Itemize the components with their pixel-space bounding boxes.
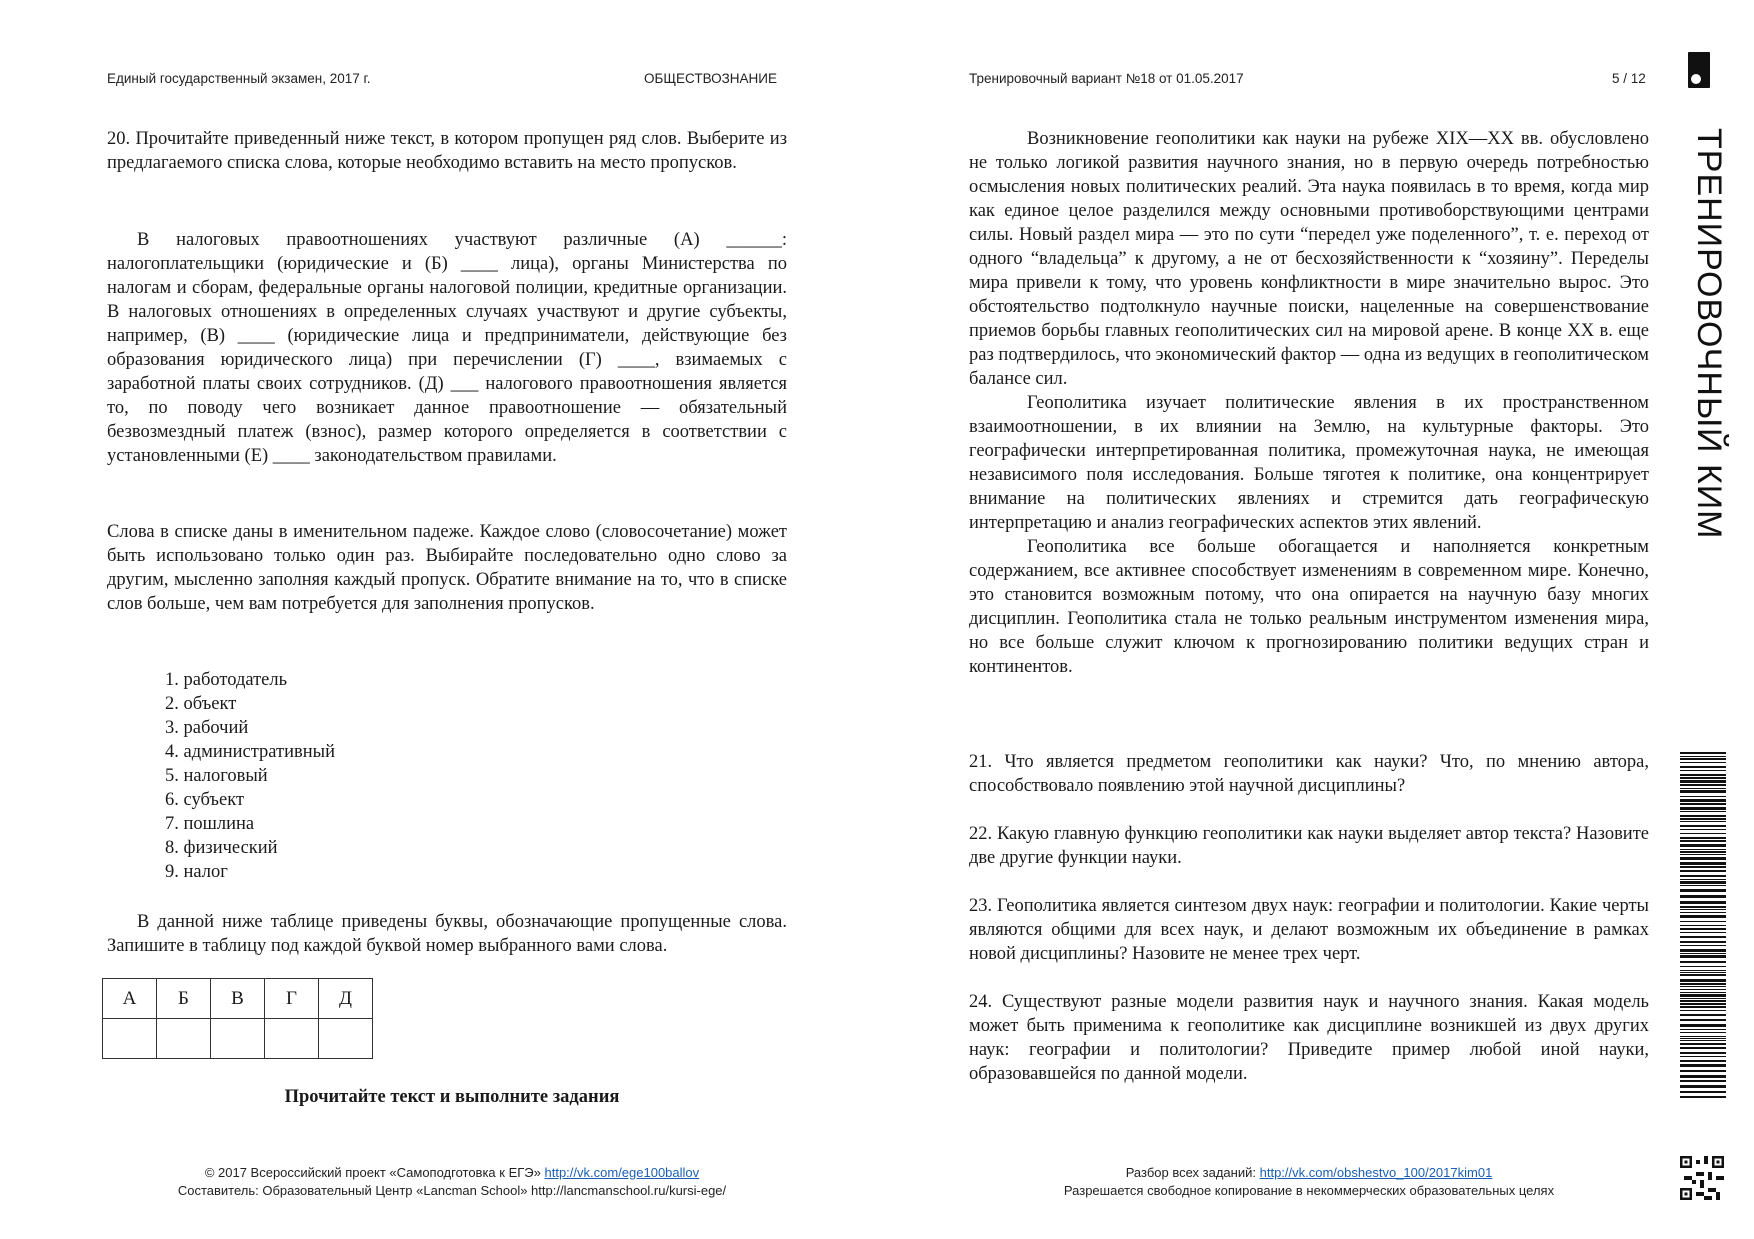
task20-text: В налоговых правоотношениях участвуют различные (А) ______: налогоплательщики (юридические и (Б) ____ лица), органы Министерства по налогам и сборам, федеральные органы налоговой полиции, кредитные организации. В налоговых отношениях в определенных случаях участвуют и другие субъекты, например, (В) ____ (юридические лица и предприниматели, действующие без образования юридического лица) при перечислении (Г) ____, взимаемых с заработной платы своих сотрудников. (Д) ___ налогового правоотношения является то, по поводу чего возникает данное правоотношение — обязательный безвозмездный платеж (взнос), размер которого определяется в соответствии с установленными (Е) ____ законодательством правилами. [107,230,787,466]
answer-table-header: А [103,979,157,1019]
qr-code-icon [1680,1156,1724,1200]
footer-license: Разрешается свободное копирование в некоммерческих образовательных целях [1063,1183,1555,1198]
passage-paragraph: Геополитика изучает политические явления в их пространственном взаимоотношении, в их влиянии на Землю, на культурные факторы. Это географически интерпретированная политика, промежуточная наука, не имеющая независимого поля исследования. Больше тяготея к политике, она концентрирует внимание на политических явлениях и стремится дать географическую интерпретацию и анализ географических аспектов этих явлений. [969,393,1649,533]
task20-table-note: В данной ниже таблице приведены буквы, обозначающие пропущенные слова. Запишите в таблицу под каждой буквой номер выбранного вами слова. [107,912,787,956]
answer-table-header: Д [319,979,373,1019]
footer-right [969,1165,1649,1198]
corner-logo-icon [1688,52,1710,88]
task20-intro: 20. Прочитайте приведенный ниже текст, в котором пропущен ряд слов. Выберите из предлагаемого списка слова, которые необходимо вставить на место пропусков. [107,129,787,173]
list-item: 6. субъект [165,790,245,810]
read-text-heading: Прочитайте текст и выполните задания [284,1087,620,1107]
task20-instructions: Слова в списке даны в именительном падеже. Каждое слово (словосочетание) может быть использовано только один раз. Выбирайте последовательно одно слово за другим, мысленно заполняя каждый пропуск. Обратите внимание на то, что в списке слов больше, чем вам потребуется для заполнения пропусков. [107,522,787,614]
answer-cell[interactable] [211,1019,265,1059]
answer-cell[interactable] [319,1019,373,1059]
question-22: 22. Какую главную функцию геополитики как науки выделяет автор текста? Назовите две другие функции науки. [969,824,1649,868]
word-list [165,668,465,884]
header-page-number: 5 / 12 [1612,71,1646,86]
answer-cell[interactable] [157,1019,211,1059]
footer-copyright: © 2017 Всероссийский проект «Самоподготовка к ЕГЭ» [204,1165,541,1180]
list-item: 7. пошлина [165,814,255,834]
question-24: 24. Существуют разные модели развития наук и научного знания. Какая модель может быть применима к геополитике как дисциплине возникшей из двух других наук: географии и политологии? Приведите пример любой иной науки, образовавшейся по данной модели. [969,992,1649,1084]
barcode-icon [1680,752,1726,1100]
answer-table-header: Б [157,979,211,1019]
passage-paragraph: Геополитика все больше обогащается и наполняется конкретным содержанием, все активнее способствует изменениям в современном мире. Конечно, это становится возможным потому, что она опирается на научную базу многих дисциплин. Геополитика стала не только реальным инструментом изменения мира, но все больше служит ключом к прогнозированию политики ведущих стран и континентов. [969,537,1649,677]
list-item: 5. налоговый [165,766,268,786]
question-21: 21. Что является предметом геополитики как науки? Что, по мнению автора, способствовало появлению этой научной дисциплины? [969,752,1649,796]
list-item: 3. рабочий [165,718,249,738]
answer-cell[interactable] [265,1019,319,1059]
answer-table-header: Г [265,979,319,1019]
passage [969,127,1649,679]
footer-left [107,1165,797,1198]
list-item: 9. налог [165,862,228,882]
answer-cell[interactable] [103,1019,157,1059]
question-23: 23. Геополитика является синтезом двух наук: географии и политологии. Какие черты являются общими для всех наук, и делают возможным их объединение в рамках новой дисциплины? Назовите не менее трех черт. [969,896,1649,964]
side-label: ТРЕНИРОВОЧНЫЙ КИМ [1690,128,1728,540]
footer-analysis-link[interactable]: http://vk.com/obshestvo_100/2017kim01 [1259,1165,1493,1180]
footer-analysis-label: Разбор всех заданий: [1125,1165,1256,1180]
header-exam-title: Единый государственный экзамен, 2017 г. [107,71,371,86]
footer-vk-link[interactable]: http://vk.com/ege100ballov [544,1165,700,1180]
header-subject: ОБЩЕСТВОЗНАНИЕ [644,71,777,86]
list-item: 4. административный [165,742,335,762]
list-item: 2. объект [165,694,237,714]
passage-paragraph: Возникновение геополитики как науки на рубеже XIX—XX вв. обусловлено не только логикой развития научного знания, но в первую очередь потребностью осмысления новых политических реалий. Эта наука появилась в то время, когда мир как единое целое разделился между основными противоборствующими центрами силы. Новый раздел мира — это по сути “передел уже поделенного”, т. е. переход от одного “владельца” к другому, а не от бесхозяйственности к “хозяину”. Переделы мира привели к тому, что уровень конфликтности в мире значительно вырос. Это обстоятельство подтолкнуло научные поиски, нацеленные на совершенствование приемов борьбы главных геополитических сил на мировой арене. В конце XX в. еще раз подтвердилось, что экономический фактор — одна из ведущих в геополитическом балансе сил. [969,129,1649,389]
list-item: 1. работодатель [165,670,288,690]
footer-compiler: Составитель: Образовательный Центр «Lancman School» http://lancmanschool.ru/kursi-ege/ [177,1183,727,1198]
answer-table [102,978,373,1059]
list-item: 8. физический [165,838,278,858]
header-variant: Тренировочный вариант №18 от 01.05.2017 [969,71,1244,86]
answer-table-header: В [211,979,265,1019]
